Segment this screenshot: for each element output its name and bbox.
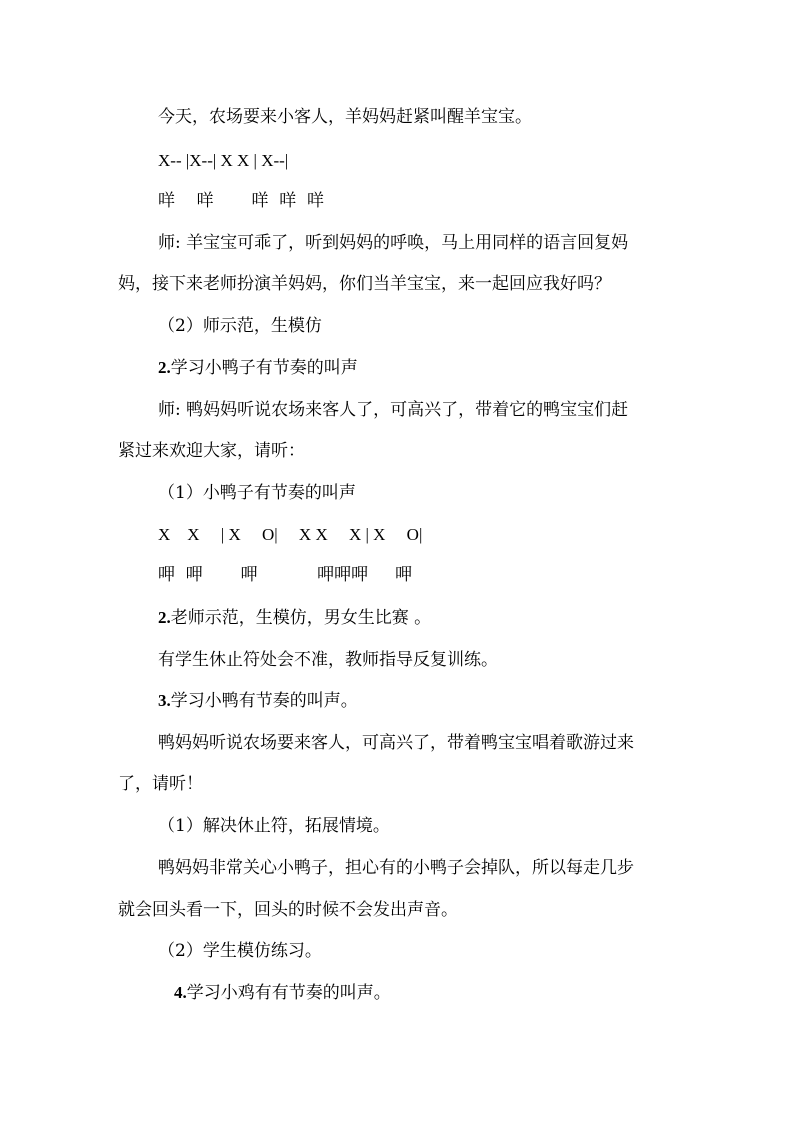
- paragraph-duck-care-2: 就会回头看一下，回头的时候不会发出声音。: [118, 900, 458, 920]
- rhythm-notation-duck: X X | X O| X X X | X O|: [158, 525, 423, 544]
- rhythm-lyrics-duck: 呷 呷 呷 呷呷呷 呷: [158, 565, 413, 585]
- heading-number: 3.: [158, 691, 171, 710]
- step-teacher-demo: （2）师示范，生模仿: [158, 316, 322, 336]
- heading-number: 4.: [174, 983, 187, 1002]
- heading-chick-rhythm: 4.学习小鸡有有节奏的叫声。: [174, 983, 391, 1003]
- heading-duck-rhythm-2: 3.学习小鸭有节奏的叫声。: [158, 691, 358, 711]
- rhythm-notation-sheep: X-- |X--| X X | X--|: [158, 151, 289, 170]
- paragraph-teacher-duck-2: 紧过来欢迎大家，请听：: [118, 441, 305, 461]
- paragraph-intro: 今天，农场要来小客人，羊妈妈赶紧叫醒羊宝宝。: [158, 107, 532, 127]
- paragraph-duck-mother-1: 鸭妈妈听说农场要来客人，可高兴了，带着鸭宝宝唱着歌游过来: [158, 733, 634, 753]
- step-student-practice: （2）学生模仿练习。: [158, 941, 322, 961]
- step-resolve-rest: （1）解决休止符，拓展情境。: [158, 816, 390, 836]
- rhythm-lyrics-sheep: 咩 咩 咩 咩 咩: [158, 191, 325, 211]
- paragraph-duck-care-1: 鸭妈妈非常关心小鸭子，担心有的小鸭子会掉队，所以每走几步: [158, 858, 634, 878]
- paragraph-teacher-sheep-2: 妈，接下来老师扮演羊妈妈，你们当羊宝宝，来一起回应我好吗？: [118, 274, 611, 294]
- paragraph-duck-mother-2: 了，请听！: [118, 774, 203, 794]
- heading-number: 2.: [158, 608, 171, 627]
- paragraph-rest-note: 有学生休止符处会不准，教师指导反复训练。: [158, 650, 498, 670]
- heading-teacher-demo: 2.老师示范，生模仿，男女生比赛 。: [158, 608, 432, 628]
- heading-number: 2.: [158, 358, 171, 377]
- paragraph-teacher-duck-1: 师: 鸭妈妈听说农场来客人了，可高兴了，带着它的鸭宝宝们赶: [158, 400, 629, 420]
- heading-duck-rhythm: 2.学习小鸭子有节奏的叫声: [158, 358, 358, 378]
- step-duck-sound: （1）小鸭子有节奏的叫声: [158, 483, 356, 503]
- paragraph-teacher-sheep-1: 师: 羊宝宝可乖了，听到妈妈的呼唤，马上用同样的语言回复妈: [158, 233, 629, 253]
